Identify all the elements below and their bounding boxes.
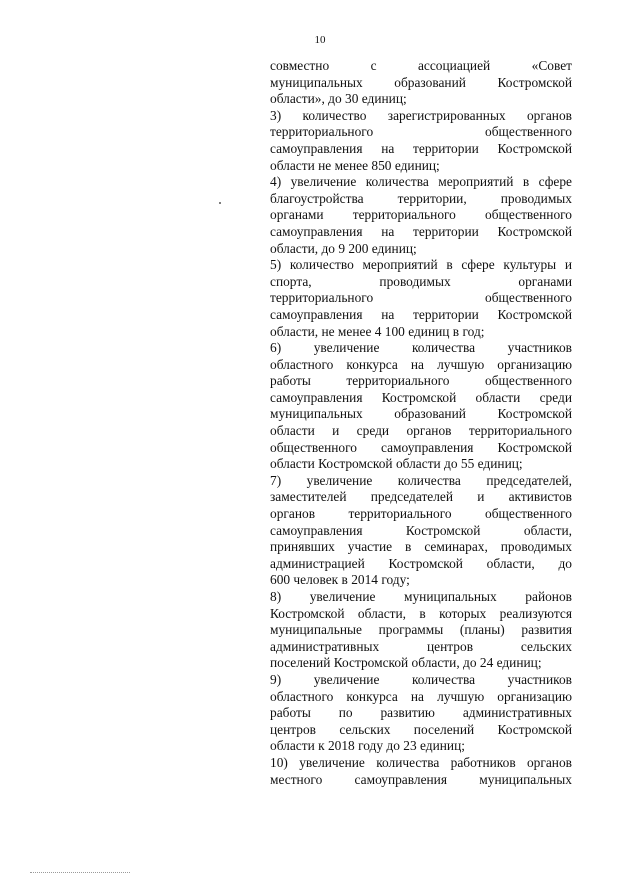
text-line: органов территориального общественного (270, 506, 572, 522)
text-line: области, до 9 200 единиц; (270, 240, 417, 256)
text-line: области», до 30 единиц; (270, 91, 407, 107)
text-line: благоустройства территории, проводимых (270, 190, 572, 206)
scan-artifact-line (30, 872, 130, 874)
text-line: 7) увеличение количества председателей, (270, 472, 572, 488)
paragraph (270, 58, 572, 108)
text-line: области не менее 850 единиц; (270, 157, 440, 173)
text-line: работы территориального общественного (270, 373, 572, 389)
text-line: местного самоуправления муниципальных (270, 771, 572, 787)
text-line: 6) увеличение количества участников (270, 340, 572, 356)
text-line: заместителей председателей и активистов (270, 489, 572, 505)
text-line: муниципальных образований Костромской (270, 406, 572, 422)
text-line: областного конкурса на лучшую организацию (270, 688, 572, 704)
text-line: самоуправления Костромской области, (270, 522, 572, 538)
text-line: администрацией Костромской области, до (270, 555, 572, 571)
text-line: органами территориального общественного (270, 207, 572, 223)
text-line: центров сельских поселений Костромской (270, 721, 572, 737)
text-line: принявших участие в семинарах, проводимых (270, 539, 572, 555)
paragraph (270, 108, 572, 174)
text-line: области к 2018 году до 23 единиц; (270, 738, 465, 754)
page-number: 10 (314, 34, 326, 46)
text-line: 3) количество зарегистрированных органов (270, 107, 572, 123)
text-line: 4) увеличение количества мероприятий в сфере (270, 174, 572, 190)
text-line: 10) увеличение количества работников органов (270, 754, 572, 770)
text-line: спорта, проводимых органами (270, 273, 572, 289)
text-line: 600 человек в 2014 году; (270, 572, 410, 588)
text-line: областного конкурса на лучшую организацию (270, 356, 572, 372)
paragraph (270, 755, 572, 788)
text-line: поселений Костромской области, до 24 единиц; (270, 655, 542, 671)
text-line: области, не менее 4 100 единиц в год; (270, 323, 485, 339)
text-line: работы по развитию административных (270, 705, 572, 721)
scan-speck (219, 202, 221, 204)
paragraph (270, 589, 572, 672)
paragraph (270, 257, 572, 340)
text-line: области Костромской области до 55 единиц; (270, 456, 523, 472)
text-line: муниципальные программы (планы) развития (270, 622, 572, 638)
text-line: самоуправления на территории Костромской (270, 306, 572, 322)
text-line: самоуправления Костромской области среди (270, 389, 572, 405)
text-line: территориального общественного (270, 124, 572, 140)
text-line: самоуправления на территории Костромской (270, 223, 572, 239)
text-line: 9) увеличение количества участников (270, 671, 572, 687)
text-line: общественного самоуправления Костромской (270, 439, 572, 455)
paragraph (270, 174, 572, 257)
text-line: 8) увеличение муниципальных районов (270, 589, 572, 604)
text-line: административных центров сельских (270, 638, 572, 654)
text-line: территориального общественного (270, 290, 572, 306)
paragraph (270, 672, 572, 755)
document-body (270, 58, 572, 788)
text-line: муниципальных образований Костромской (270, 74, 572, 90)
paragraph (270, 340, 572, 473)
text-line: 5) количество мероприятий в сфере культуры и (270, 257, 572, 273)
text-line: Костромской области, в которых реализуются (270, 605, 572, 621)
text-line: области и среди органов территориального (270, 423, 572, 439)
text-line: совместно с ассоциацией «Совет (270, 58, 572, 73)
text-line: самоуправления на территории Костромской (270, 140, 572, 156)
paragraph (270, 473, 572, 589)
